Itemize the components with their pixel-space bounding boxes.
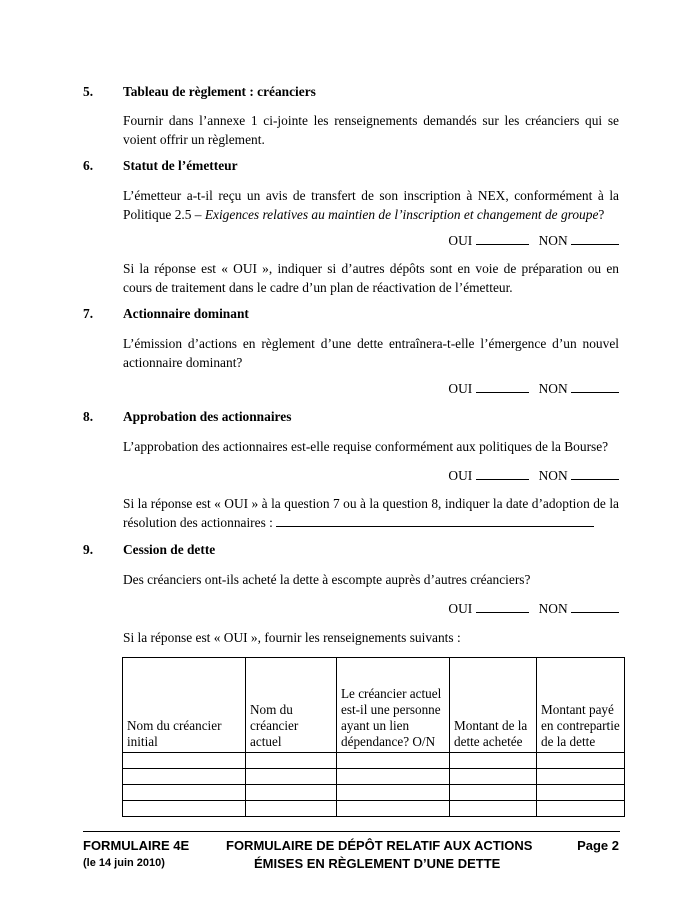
non-blank[interactable] bbox=[571, 467, 619, 480]
oui-label: OUI bbox=[448, 381, 473, 396]
header-current-creditor: Nom du créancier actuel bbox=[246, 658, 337, 753]
section-6-question-b: ? bbox=[598, 207, 605, 222]
header-initial-creditor: Nom du créancier initial bbox=[123, 658, 246, 753]
section-6-question-italic: Exigences relatives au maintien de l’inscription et changement de groupe bbox=[204, 207, 599, 222]
section-5-number: 5. bbox=[83, 84, 94, 99]
section-6-question bbox=[123, 186, 619, 224]
oui-blank[interactable] bbox=[476, 380, 529, 393]
oui-blank[interactable] bbox=[476, 467, 529, 480]
table-cell[interactable] bbox=[337, 769, 450, 785]
section-9-oui-non[interactable] bbox=[448, 600, 619, 617]
table-cell[interactable] bbox=[450, 769, 537, 785]
section-8-question: L’approbation des actionnaires est-elle requise conformément aux politiques de la Bourse? bbox=[123, 439, 609, 454]
footer-date: (le 14 juin 2010) bbox=[83, 857, 165, 869]
header-debt-amount: Montant de la dette achetée bbox=[450, 658, 537, 753]
footer-title-line1: FORMULAIRE DE DÉPÔT RELATIF AUX ACTIONS bbox=[226, 838, 533, 853]
table-cell[interactable] bbox=[123, 801, 246, 817]
table-cell[interactable] bbox=[537, 785, 625, 801]
section-8-followup-text: Si la réponse est « OUI » à la question 7 ou à la question 8, indiquer la date d’adoption de la résolution des actionnaires : bbox=[123, 496, 619, 530]
section-7-oui-non[interactable] bbox=[448, 380, 619, 397]
non-label: NON bbox=[538, 381, 568, 396]
table-cell[interactable] bbox=[246, 801, 337, 817]
table-cell[interactable] bbox=[337, 801, 450, 817]
table-cell[interactable] bbox=[537, 753, 625, 769]
table-row bbox=[123, 801, 625, 817]
oui-label: OUI bbox=[448, 601, 473, 616]
table-cell[interactable] bbox=[337, 753, 450, 769]
section-5-title: Tableau de règlement : créanciers bbox=[123, 84, 316, 99]
table-cell[interactable] bbox=[123, 769, 246, 785]
section-8-oui-non[interactable] bbox=[448, 467, 619, 484]
section-8-number: 8. bbox=[83, 409, 94, 424]
section-5-text: Fournir dans l’annexe 1 ci-jointe les renseignements demandés sur les créanciers qui se voient offrir un règlement. bbox=[123, 113, 619, 147]
oui-blank[interactable] bbox=[476, 600, 529, 613]
section-7-number: 7. bbox=[83, 306, 94, 321]
table-cell[interactable] bbox=[246, 753, 337, 769]
table-row bbox=[123, 769, 625, 785]
table-cell[interactable] bbox=[537, 801, 625, 817]
section-9-question: Des créanciers ont-ils acheté la dette à escompte auprès d’autres créanciers? bbox=[123, 572, 531, 587]
non-label: NON bbox=[538, 601, 568, 616]
section-6-question-a: L’émetteur a-t-il reçu un avis de transfert de son inscription à NEX, conformément à la Politique 2.5 – bbox=[123, 188, 619, 222]
table-cell[interactable] bbox=[123, 785, 246, 801]
table-cell[interactable] bbox=[246, 785, 337, 801]
section-9-title: Cession de dette bbox=[123, 542, 216, 557]
footer-form-id: FORMULAIRE 4E bbox=[83, 838, 190, 853]
table-cell[interactable] bbox=[450, 785, 537, 801]
header-non-arms-length: Le créancier actuel est-il une personne ayant un lien dépendance? O/N bbox=[337, 658, 450, 753]
section-6-followup: Si la réponse est « OUI », indiquer si d’autres dépôts sont en voie de préparation ou en cours de traitement dans le cadre d’un plan de réactivation de l’émetteur. bbox=[123, 261, 619, 295]
section-8-followup bbox=[123, 494, 619, 532]
table-cell[interactable] bbox=[537, 769, 625, 785]
table-cell[interactable] bbox=[123, 753, 246, 769]
footer-page-number: Page 2 bbox=[577, 838, 619, 853]
creditor-table bbox=[122, 657, 625, 817]
resolution-date-field[interactable] bbox=[276, 514, 594, 527]
non-label: NON bbox=[538, 233, 568, 248]
section-9-followup: Si la réponse est « OUI », fournir les renseignements suivants : bbox=[123, 630, 461, 645]
section-9-number: 9. bbox=[83, 542, 94, 557]
header-amount-paid: Montant payé en contrepartie de la dette bbox=[537, 658, 625, 753]
oui-blank[interactable] bbox=[476, 232, 529, 245]
section-6-title: Statut de l’émetteur bbox=[123, 158, 238, 173]
table-row bbox=[123, 785, 625, 801]
non-blank[interactable] bbox=[571, 232, 619, 245]
oui-label: OUI bbox=[448, 233, 473, 248]
table-row bbox=[123, 753, 625, 769]
table-cell[interactable] bbox=[450, 801, 537, 817]
section-8-title: Approbation des actionnaires bbox=[123, 409, 292, 424]
section-7-question: L’émission d’actions en règlement d’une dette entraînera-t-elle l’émergence d’un nouvel actionnaire dominant? bbox=[123, 336, 619, 370]
section-6-oui-non[interactable] bbox=[448, 232, 619, 249]
table-cell[interactable] bbox=[246, 769, 337, 785]
non-blank[interactable] bbox=[571, 380, 619, 393]
section-7-title: Actionnaire dominant bbox=[123, 306, 249, 321]
non-blank[interactable] bbox=[571, 600, 619, 613]
footer-title-line2: ÉMISES EN RÈGLEMENT D’UNE DETTE bbox=[254, 856, 501, 871]
non-label: NON bbox=[538, 468, 568, 483]
table-cell[interactable] bbox=[450, 753, 537, 769]
section-6-number: 6. bbox=[83, 158, 94, 173]
table-header-row bbox=[123, 658, 625, 753]
oui-label: OUI bbox=[448, 468, 473, 483]
table-cell[interactable] bbox=[337, 785, 450, 801]
footer-divider bbox=[83, 831, 620, 832]
